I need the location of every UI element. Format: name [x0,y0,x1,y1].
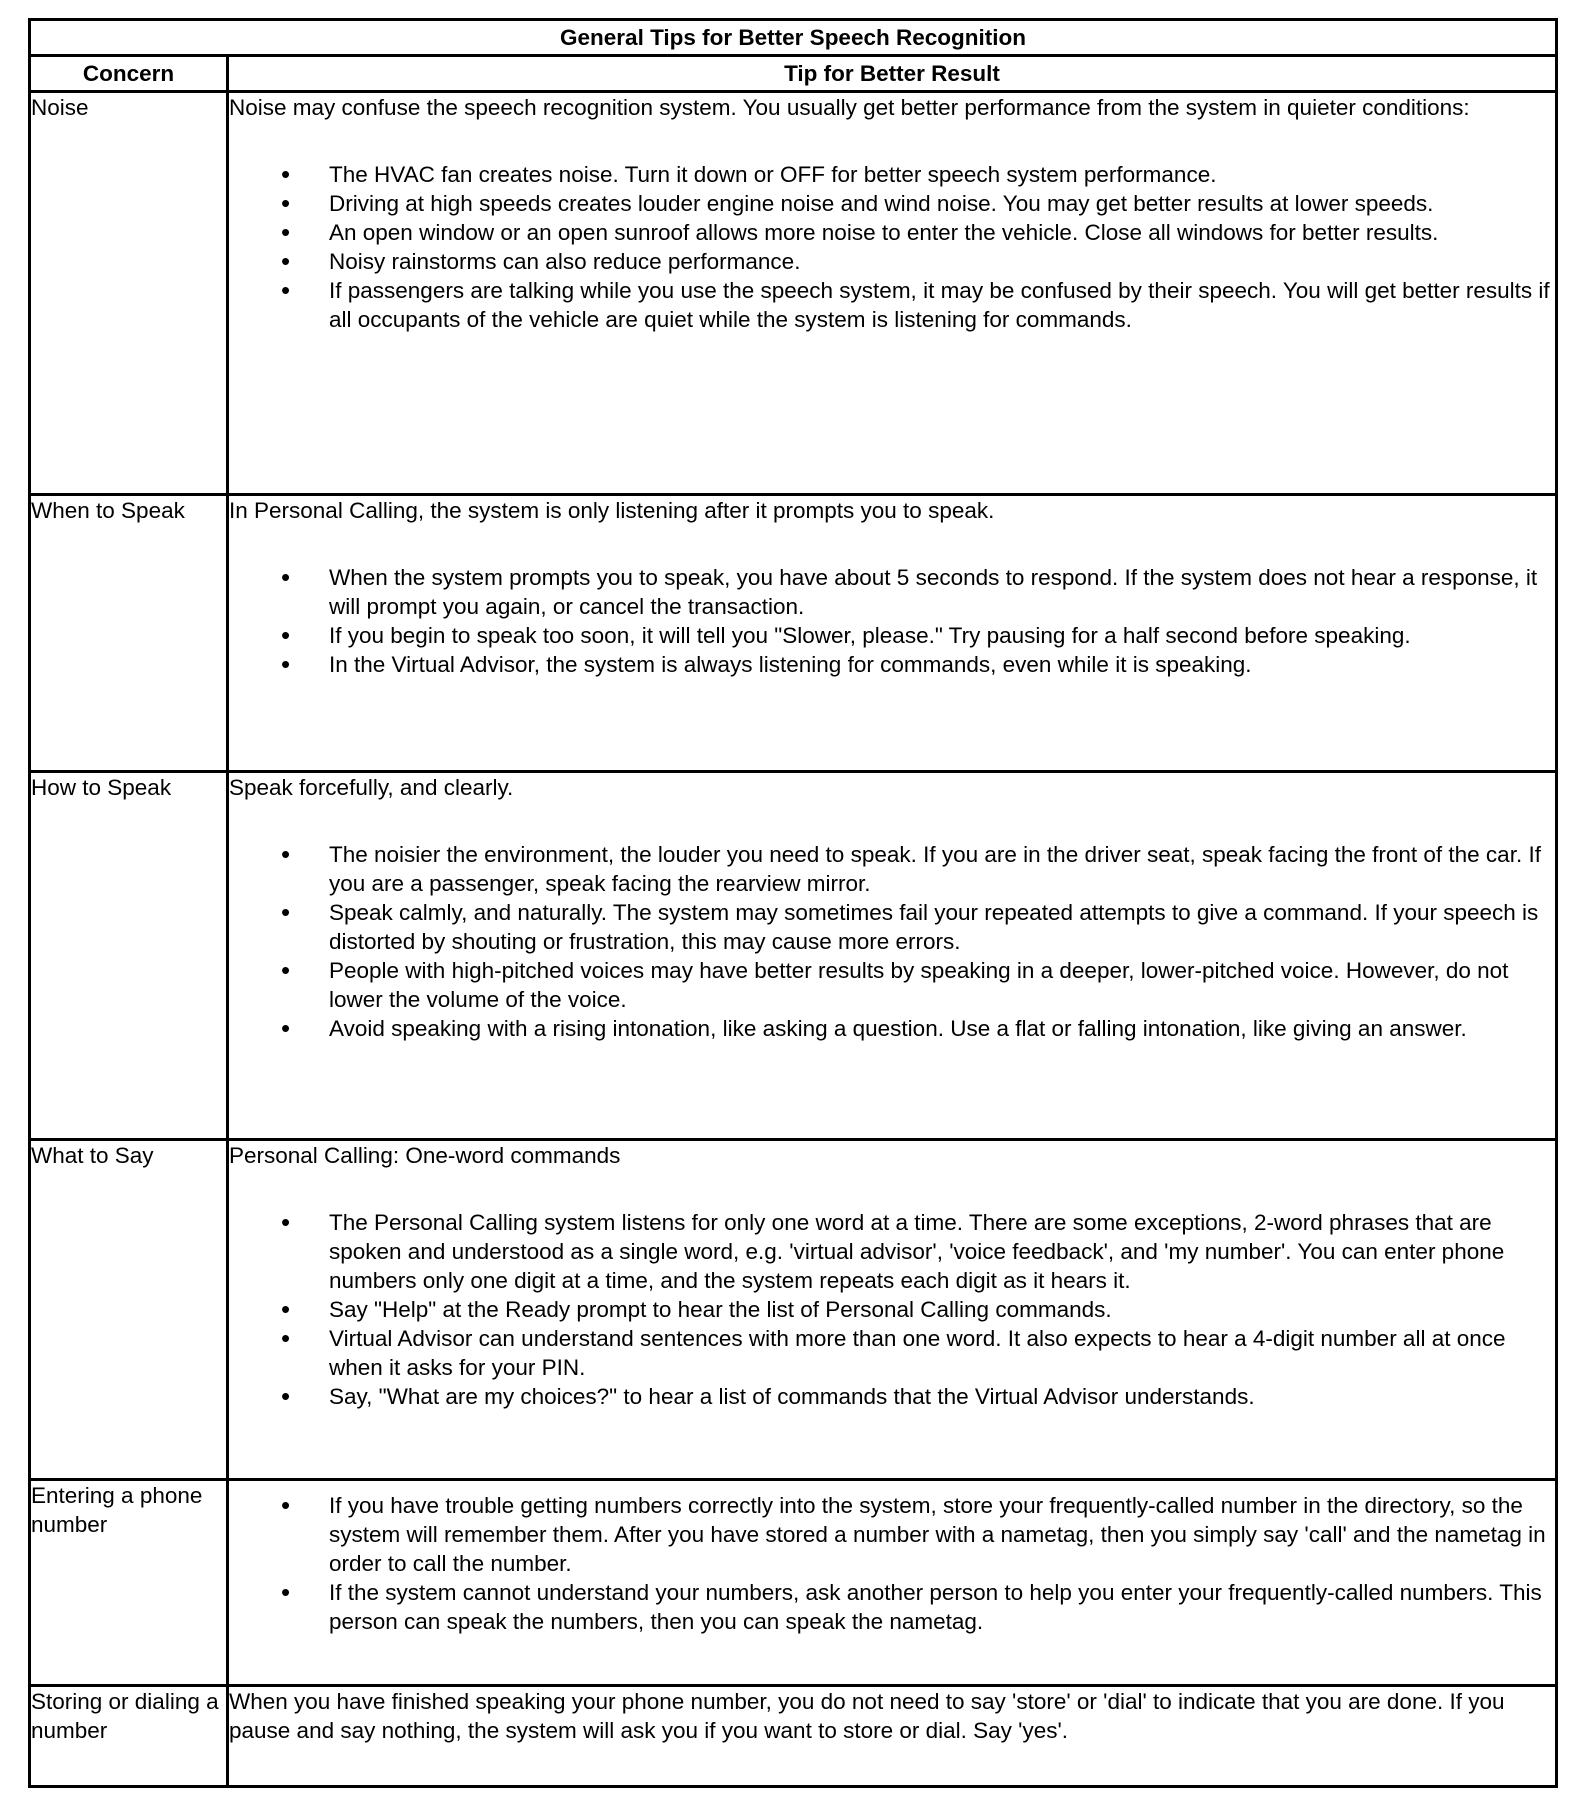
table-row [30,92,1557,495]
concern-cell: Storing or dialing a number [30,1686,228,1787]
table-title: General Tips for Better Speech Recognition [30,20,1557,56]
tip-bullet: • Avoid speaking with a rising intonation, like asking a question. Use a flat or falling intonation, like giving an answer. [229,1014,1555,1043]
table-row [30,495,1557,772]
tip-bullet: • Driving at high speeds creates louder engine noise and wind noise. You may get better results at lower speeds. [229,189,1555,218]
tip-bullet: • Say, "What are my choices?" to hear a list of commands that the Virtual Advisor understands. [229,1382,1555,1411]
tip-bullet: • In the Virtual Advisor, the system is always listening for commands, even while it is speaking. [229,650,1555,679]
tip-bullet: • If you begin to speak too soon, it will tell you "Slower, please." Try pausing for a half second before speaking. [229,621,1555,650]
tip-cell [228,92,1557,495]
table-row [30,1686,1557,1787]
tip-bullet-list [229,1491,1555,1636]
tip-bullet: • The noisier the environment, the louder you need to speak. If you are in the driver seat, speak facing the front of the car. If you are a passenger, speak facing the rearview mirror. [229,840,1555,898]
tip-bullet: • Say "Help" at the Ready prompt to hear the list of Personal Calling commands. [229,1295,1555,1324]
column-header-tip: Tip for Better Result [228,56,1557,92]
tip-bullet: • If passengers are talking while you use the speech system, it may be confused by their speech. You will get better results if all occupants of the vehicle are quiet while the system is listening for commands. [229,276,1555,334]
tip-intro: In Personal Calling, the system is only listening after it prompts you to speak. [229,498,995,523]
concern-cell: Noise [30,92,228,495]
table-row [30,772,1557,1140]
tip-bullet: • An open window or an open sunroof allows more noise to enter the vehicle. Close all windows for better results. [229,218,1555,247]
tip-intro: Speak forcefully, and clearly. [229,775,514,800]
tip-bullet-list [229,840,1555,1043]
table-row [30,1480,1557,1686]
tip-bullet: • When the system prompts you to speak, you have about 5 seconds to respond. If the system does not hear a response, it will prompt you again, or cancel the transaction. [229,563,1555,621]
tip-bullet-list [229,160,1555,334]
tip-intro: Noise may confuse the speech recognition system. You usually get better performance from the system in quieter conditions: [229,95,1470,120]
speech-tips-table [28,18,1558,1788]
concern-cell: Entering a phone number [30,1480,228,1686]
concern-cell: When to Speak [30,495,228,772]
tip-bullet: • Noisy rainstorms can also reduce performance. [229,247,1555,276]
column-header-concern: Concern [30,56,228,92]
tip-cell [228,1140,1557,1480]
tip-bullet: • The Personal Calling system listens for only one word at a time. There are some exceptions, 2-word phrases that are spoken and understood as a single word, e.g. 'virtual advisor', 'voice feedback', and 'my number'. You can enter phone numbers only one digit at a time, and the system repeats each digit as it hears it. [229,1208,1555,1295]
tip-cell [228,772,1557,1140]
tip-bullet: • If you have trouble getting numbers correctly into the system, store your frequently-called number in the directory, so the system will remember them. After you have stored a number with a nametag, then you simply say 'call' and the nametag in order to call the number. [229,1491,1555,1578]
tip-cell [228,1480,1557,1686]
concern-cell: What to Say [30,1140,228,1480]
tip-bullet: • Virtual Advisor can understand sentences with more than one word. It also expects to hear a 4-digit number all at once when it asks for your PIN. [229,1324,1555,1382]
tip-bullet: • The HVAC fan creates noise. Turn it down or OFF for better speech system performance. [229,160,1555,189]
tip-bullet: • Speak calmly, and naturally. The system may sometimes fail your repeated attempts to give a command. If your speech is distorted by shouting or frustration, this may cause more errors. [229,898,1555,956]
tip-intro: When you have finished speaking your phone number, you do not need to say 'store' or 'dial' to indicate that you are done. If you pause and say nothing, the system will ask you if you want to store or dial. Say 'yes'. [229,1689,1505,1743]
tip-bullet: • People with high-pitched voices may have better results by speaking in a deeper, lower-pitched voice. However, do not lower the volume of the voice. [229,956,1555,1014]
tip-bullet-list [229,1208,1555,1411]
tip-bullet-list [229,563,1555,679]
table-row [30,1140,1557,1480]
tip-cell [228,495,1557,772]
tip-intro: Personal Calling: One-word commands [229,1143,621,1168]
tip-bullet: • If the system cannot understand your numbers, ask another person to help you enter your frequently-called numbers. This person can speak the numbers, then you can speak the nametag. [229,1578,1555,1636]
concern-cell: How to Speak [30,772,228,1140]
tip-cell [228,1686,1557,1787]
